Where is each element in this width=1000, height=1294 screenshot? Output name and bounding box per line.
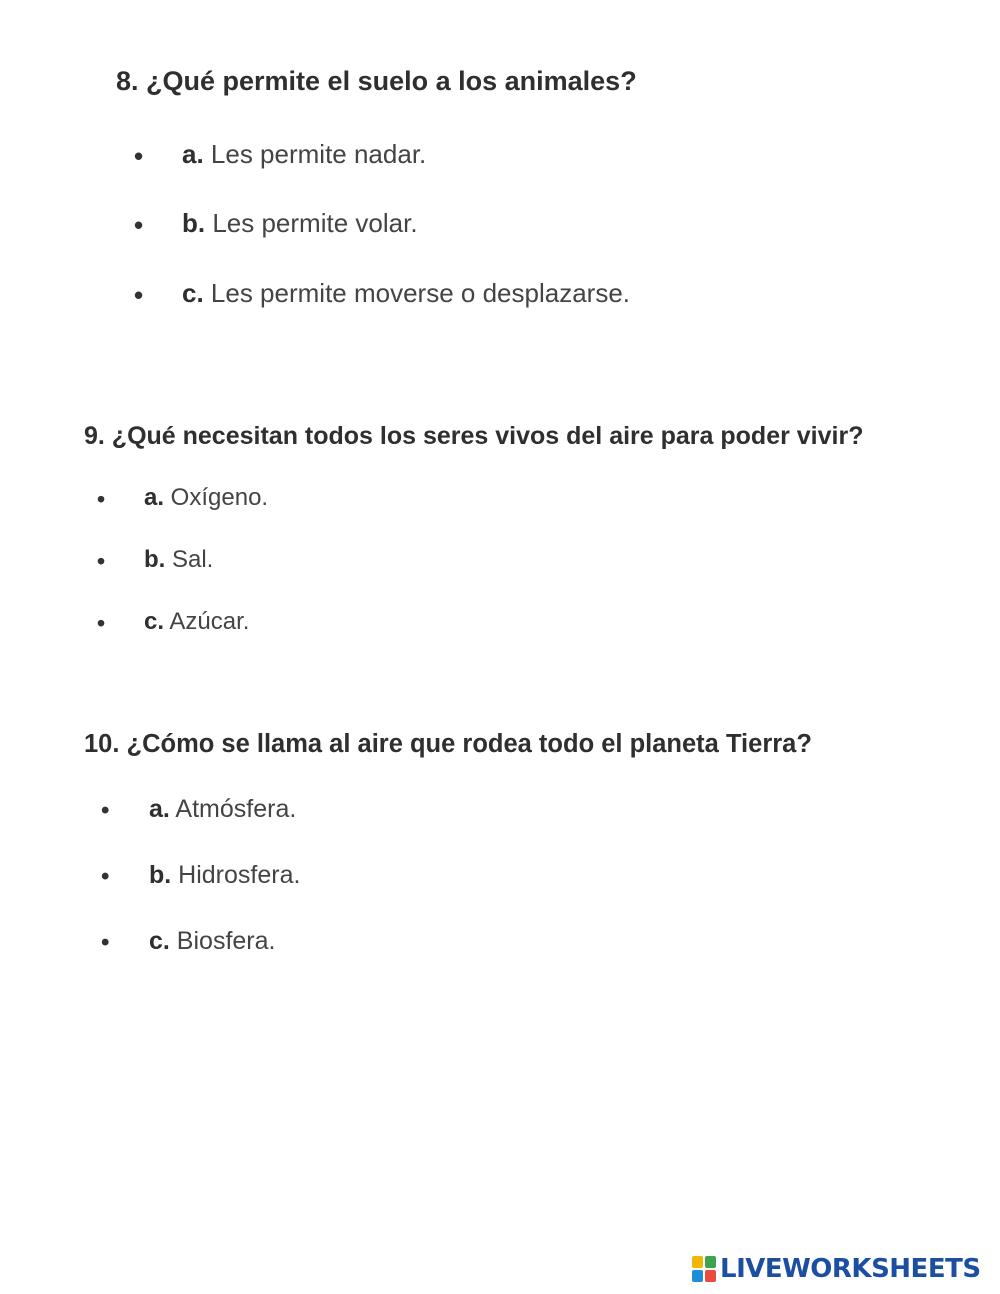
option-9c[interactable] [144,608,249,636]
logo-tile [692,1256,703,1268]
liveworksheets-logo-icon [692,1256,716,1282]
option-text: Les permite nadar. [203,139,427,169]
option-text: Les permite volar. [205,208,418,238]
option-text: Oxígeno. [164,484,269,511]
option-text: Atmósfera. [169,795,297,823]
option-10c[interactable] [149,927,275,956]
option-text: Azúcar. [164,608,250,635]
option-letter: c. [149,927,170,955]
option-10b[interactable] [149,861,300,890]
logo-tile [705,1270,716,1282]
bullet-icon: • [134,210,144,240]
option-letter: b. [144,546,166,573]
bullet-icon: • [101,863,110,890]
option-text: Les permite moverse o desplazarse. [203,278,630,308]
option-letter: a. [149,795,170,823]
option-letter: b. [182,208,206,238]
question-10-title: 10. ¿Cómo se llama al aire que rodea todo el planeta Tierra? [84,730,812,758]
bullet-icon: • [97,548,106,574]
bullet-icon: • [134,280,144,310]
liveworksheets-logo [692,1252,981,1286]
option-letter: a. [182,139,204,169]
option-text: Sal. [165,546,214,573]
option-9a[interactable] [144,484,268,512]
bullet-icon: • [134,141,144,171]
logo-tile [705,1256,716,1268]
bullet-icon: • [97,610,106,636]
option-letter: a. [144,484,165,511]
bullet-icon: • [101,797,110,824]
option-10a[interactable] [149,795,296,824]
option-letter: b. [149,861,172,889]
option-letter: c. [144,608,165,635]
option-letter: c. [182,278,204,308]
option-text: Biosfera. [169,927,276,955]
bullet-icon: • [101,929,110,956]
option-8b[interactable] [182,208,418,239]
option-9b[interactable] [144,546,213,574]
logo-tile [692,1270,703,1282]
question-9-title: 9. ¿Qué necesitan todos los seres vivos del aire para poder vivir? [84,422,864,450]
option-8c[interactable] [182,278,630,309]
option-8a[interactable] [182,139,426,170]
question-8-title: 8. ¿Qué permite el suelo a los animales? [116,66,637,96]
logo-text: LIVEWORKSHEETS [720,1254,981,1284]
option-text: Hidrosfera. [171,861,301,889]
bullet-icon: • [97,486,106,512]
